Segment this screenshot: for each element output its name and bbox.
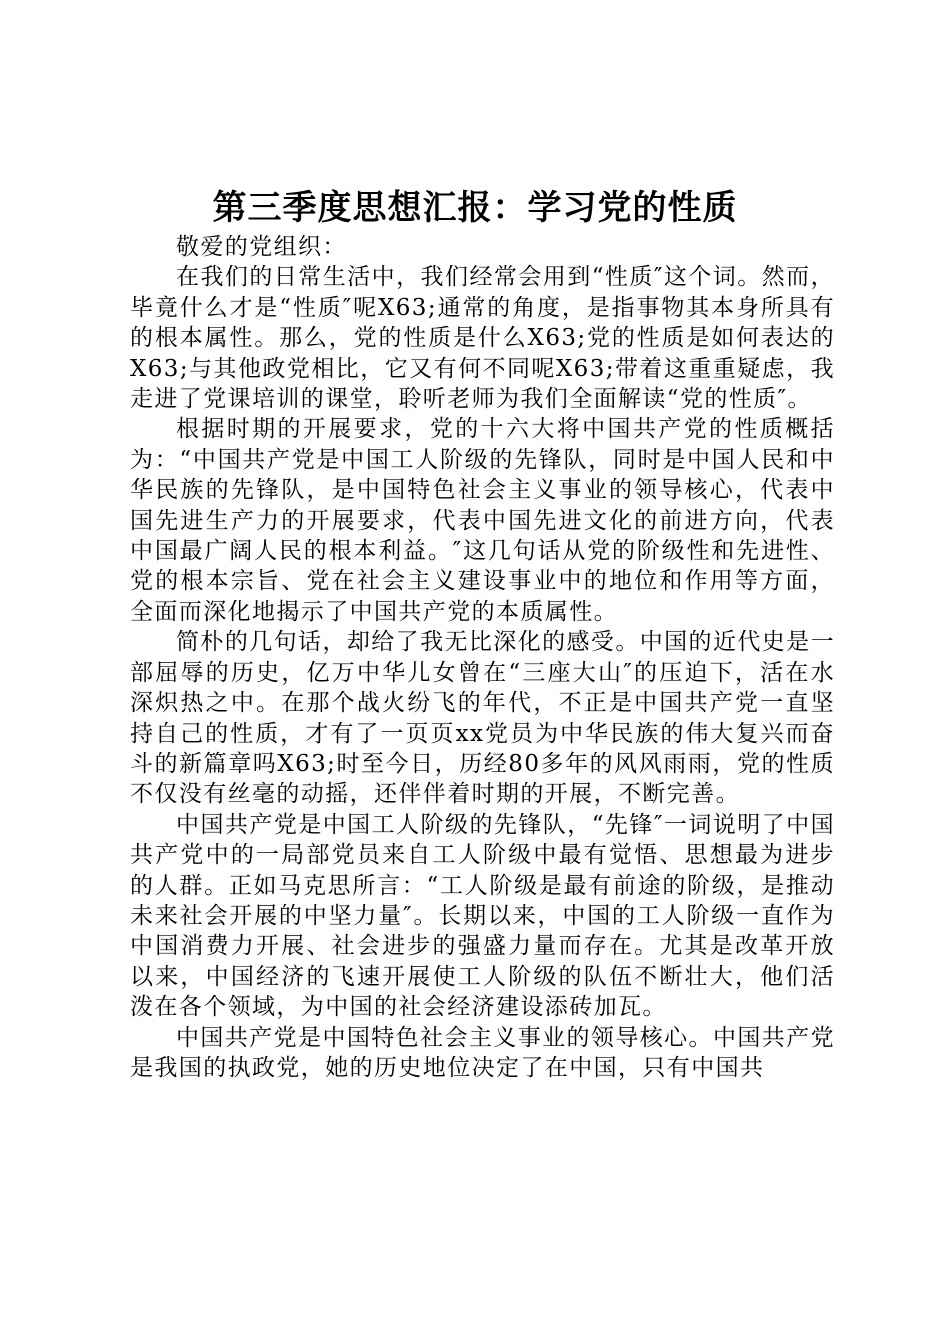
paragraph-5: 中国共产党是中国特色社会主义事业的领导核心。中国共产党是我国的执政党，她的历史地位决定了在中国，只有中国共 xyxy=(130,1024,835,1081)
paragraph-1: 在我们的日常生活中，我们经常会用到“性质″这个词。然而，毕竟什么才是“性质″呢X63;通常的角度，是指事物其本身所具有的根本属性。那么，党的性质是什么X63;党的性质是如何表达的X63;与其他政党相比，它又有何不同呢X63;带着这重重疑虑，我走进了党课培训的课堂，聆听老师为我们全面解读“党的性质″。 xyxy=(130,264,835,413)
paragraph-3: 简朴的几句话，却给了我无比深化的感受。中国的近代史是一部屈辱的历史，亿万中华儿女曾在“三座大山″的压迫下，活在水深炽热之中。在那个战火纷飞的年代，不正是中国共产党一直坚持自己的性质，才有了一页页xx党员为中华民族的伟大复兴而奋斗的新篇章吗X63;时至今日，历经80多年的风风雨雨，党的性质不仅没有丝毫的动摇，还伴伴着时期的开展，不断完善。 xyxy=(130,629,835,808)
document-title: 第三季度思想汇报：学习党的性质 xyxy=(212,188,738,228)
paragraph-2: 根据时期的开展要求，党的十六大将中国共产党的性质概括为：“中国共产党是中国工人阶级的先锋队，同时是中国人民和中华民族的先锋队，是中国特色社会主义事业的领导核心，代表中国先进生产力的开展要求，代表中国先进文化的前进方向，代表中国最广阔人民的根本利益。″这几句话从党的阶级性和先进性、党的根本宗旨、党在社会主义建设事业中的地位和作用等方面，全面而深化地揭示了中国共产党的本质属性。 xyxy=(130,416,835,625)
salutation: 敬爱的党组织： xyxy=(176,234,347,260)
paragraph-4: 中国共产党是中国工人阶级的先锋队，“先锋″一词说明了中国共产党中的一局部党员来自工人阶级中最有觉悟、思想最为进步的人群。正如马克思所言：“工人阶级是最有前途的阶级，是推动未来社会开展的中坚力量″。长期以来，中国的工人阶级一直作为中国消费力开展、社会进步的强盛力量而存在。尤其是改革开放以来，中国经济的飞速开展使工人阶级的队伍不断壮大，他们活泼在各个领域，为中国的社会经济建设添砖加瓦。 xyxy=(130,811,835,1021)
document-body xyxy=(130,232,835,1083)
